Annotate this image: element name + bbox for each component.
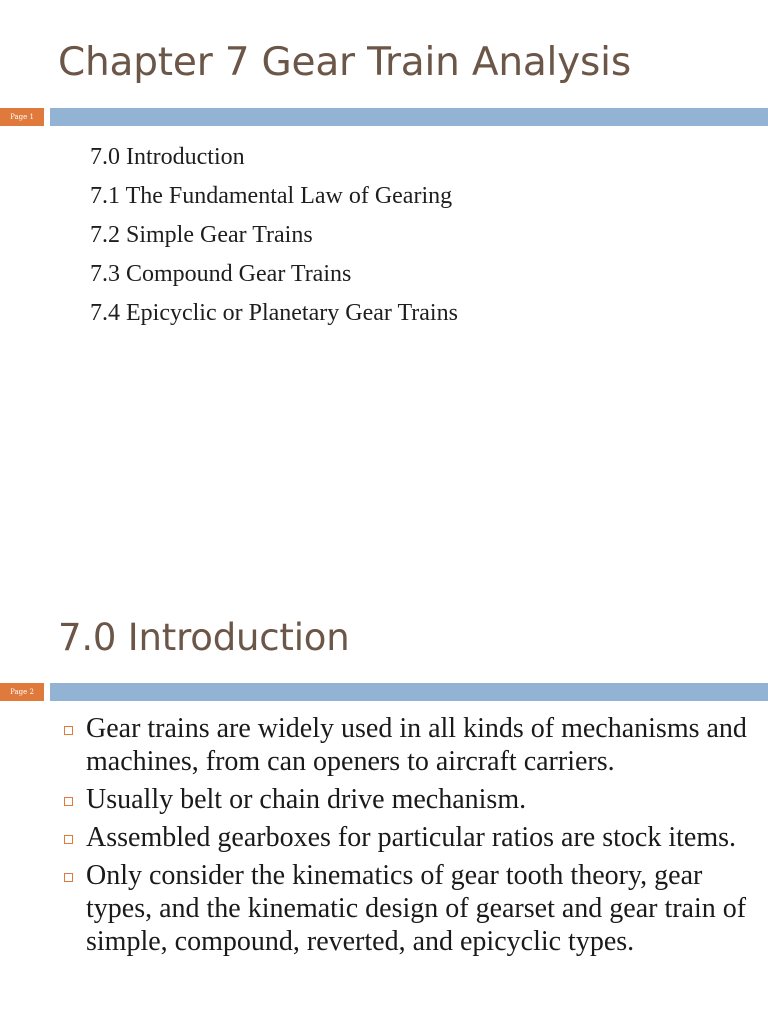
page-number-tag: Page 1 — [0, 108, 44, 126]
hollow-square-bullet-icon — [64, 726, 73, 735]
header-bar — [50, 683, 768, 701]
hollow-square-bullet-icon — [64, 835, 73, 844]
bullet-text: Gear trains are widely used in all kinds of mechanisms and machines, from can openers to aircraft carriers. — [86, 713, 747, 777]
bullet-item — [60, 712, 760, 778]
slide-2 — [0, 600, 768, 1024]
toc-item: 7.1 The Fundamental Law of Gearing — [90, 183, 453, 209]
hollow-square-bullet-icon — [64, 797, 73, 806]
hollow-square-bullet-icon — [64, 873, 73, 882]
bullet-item — [60, 783, 760, 816]
bullet-list — [60, 712, 760, 963]
slide-1-title: Chapter 7 Gear Train Analysis — [58, 40, 631, 85]
slide-2-title: 7.0 Introduction — [58, 616, 350, 659]
bullet-item — [60, 859, 760, 958]
header-bar — [50, 108, 768, 126]
bullet-text: Assembled gearboxes for particular ratios are stock items. — [86, 822, 737, 853]
toc-item: 7.3 Compound Gear Trains — [90, 261, 352, 287]
toc-item: 7.2 Simple Gear Trains — [90, 222, 313, 248]
toc-item: 7.4 Epicyclic or Planetary Gear Trains — [90, 300, 458, 326]
bullet-item — [60, 821, 760, 854]
bullet-text: Only consider the kinematics of gear tooth theory, gear types, and the kinematic design of gearset and gear train of simple, compound, reverted, and epicyclic types. — [86, 860, 747, 957]
page-number-tag: Page 2 — [0, 683, 44, 701]
bullet-text: Usually belt or chain drive mechanism. — [86, 784, 527, 815]
table-of-contents — [90, 141, 458, 336]
toc-item: 7.0 Introduction — [90, 144, 245, 170]
